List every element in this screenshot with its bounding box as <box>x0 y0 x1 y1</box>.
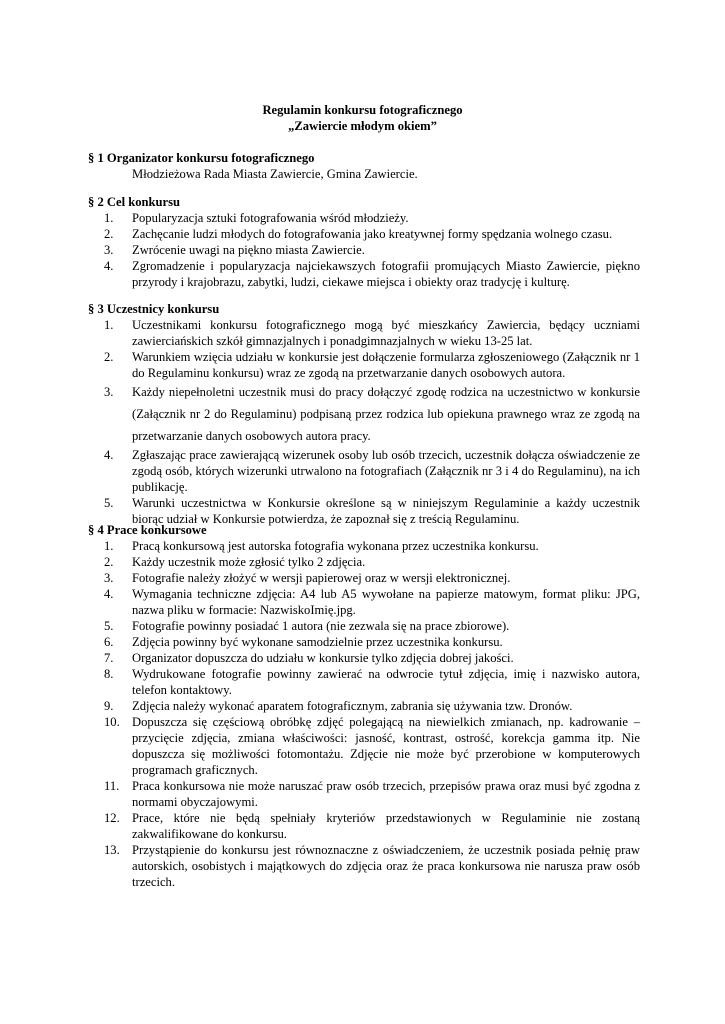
list-item <box>88 698 640 714</box>
item-text: Zdjęcia powinny być wykonane samodzielnie przez uczestnika konkursu. <box>132 635 503 649</box>
list-item <box>88 210 640 226</box>
list-item <box>88 778 640 810</box>
item-text: Popularyzacja sztuki fotografowania wśród młodzieży. <box>132 211 409 225</box>
section-heading: § 1 Organizator konkursu fotograficznego <box>88 151 315 165</box>
item-number: 11. <box>104 779 120 793</box>
list-item <box>88 714 640 778</box>
item-number: 3. <box>104 385 114 399</box>
list-item <box>88 650 640 666</box>
item-text: Zwrócenie uwagi na piękno miasta Zawiercie. <box>132 243 365 257</box>
item-number: 6. <box>104 635 114 649</box>
item-text: Zgłaszając prace zawierającą wizerunek osoby lub osób trzecich, uczestnik dołącza oświadczenie ze zgodą osób, których wizerunki utrwalono na fotografiach (Załącznik nr 3 i 4 do Regulaminu), na ich publikację. <box>132 448 640 494</box>
list-item <box>88 634 640 650</box>
list-item <box>88 810 640 842</box>
list-item <box>88 570 640 586</box>
item-text: Prace, które nie będą spełniały kryteriów przedstawionych w Regulaminie nie zostaną zakwalifikowane do konkursu. <box>132 811 640 841</box>
works-list <box>88 538 640 890</box>
item-number: 8. <box>104 667 114 681</box>
item-text: Praca konkursowa nie może naruszać praw osób trzecich, przepisów prawa oraz musi być zgodna z normami obyczajowymi. <box>132 779 640 809</box>
item-number: 2. <box>104 350 114 364</box>
item-number: 9. <box>104 699 114 713</box>
list-item <box>88 586 640 618</box>
item-number: 5. <box>104 496 114 510</box>
section-works <box>88 522 640 890</box>
item-number: 4. <box>104 259 114 273</box>
list-item <box>88 242 640 258</box>
item-text: Fotografie powinny posiadać 1 autora (nie zezwala się na prace zbiorowe). <box>132 619 510 633</box>
item-number: 5. <box>104 619 114 633</box>
item-text: Wydrukowane fotografie powinny zawierać na odwrocie tytuł zdjęcia, imię i nazwisko autora, telefon kontaktowy. <box>132 667 640 697</box>
section-participants <box>88 301 640 527</box>
section-goals <box>88 194 640 290</box>
item-number: 13. <box>104 843 120 857</box>
list-item <box>88 258 640 290</box>
list-item <box>88 538 640 554</box>
item-number: 4. <box>104 448 114 462</box>
list-item <box>88 666 640 698</box>
item-text: Zgromadzenie i popularyzacja najciekawszych fotografii promujących Miasto Zawiercie, piękno przyrody i krajobrazu, zabytki, ludzi, ciekawe miejsca i obiekty oraz tradycję i kulturę. <box>132 259 640 289</box>
item-number: 3. <box>104 571 114 585</box>
section-heading: § 4 Prace konkursowe <box>88 523 207 537</box>
item-number: 2. <box>104 555 114 569</box>
item-text: Dopuszcza się częściową obróbkę zdjęć polegającą na niewielkich zmianach, np. kadrowanie – przycięcie zdjęcia, zmiana właściwości: jasność, kontrast, ostrość, korekcja gamma itp. Nie dopuszcza się możliwości fotomontażu. Zdjęcie nie może być przerobione w komputerowych programach graficznych. <box>132 715 640 777</box>
section-organizer <box>88 150 640 182</box>
item-text: Organizator dopuszcza do udziału w konkursie tylko zdjęcia dobrej jakości. <box>132 651 514 665</box>
list-item <box>88 554 640 570</box>
participants-list <box>88 317 640 527</box>
item-number: 4. <box>104 587 114 601</box>
item-text: Zachęcanie ludzi młodych do fotografowania jako kreatywnej formy spędzania wolnego czasu. <box>132 227 613 241</box>
list-item <box>88 618 640 634</box>
list-item <box>88 349 640 381</box>
item-text: Wymagania techniczne zdjęcia: A4 lub A5 wywołane na papierze matowym, format pliku: JPG, nazwa pliku w formacie: NazwiskoImię.jpg. <box>132 587 640 617</box>
goals-list <box>88 210 640 290</box>
item-text: Warunki uczestnictwa w Konkursie określone są w niniejszym Regulaminie a każdy uczestnik biorąc udział w Konkursie potwierdza, że zapoznał się z treścią Regulaminu. <box>132 496 640 526</box>
item-text: Każdy uczestnik może zgłosić tylko 2 zdjęcia. <box>132 555 366 569</box>
list-item <box>88 842 640 890</box>
organizer-text: Młodzieżowa Rada Miasta Zawiercie, Gmina Zawiercie. <box>132 167 418 181</box>
item-text: Pracą konkursową jest autorska fotografia wykonana przez uczestnika konkursu. <box>132 539 539 553</box>
item-number: 1. <box>104 211 114 225</box>
item-text: Uczestnikami konkursu fotograficznego mogą być mieszkańcy Zawiercia, będący uczniami zawierciańskich szkół gimnazjalnych i ponadgimnazjalnych w wieku 13-25 lat. <box>132 318 640 348</box>
item-number: 10. <box>104 715 120 729</box>
section-heading: § 2 Cel konkursu <box>88 195 181 209</box>
item-text: Fotografie należy złożyć w wersji papierowej oraz w wersji elektronicznej. <box>132 571 511 585</box>
item-text: Każdy niepełnoletni uczestnik musi do pracy dołączyć zgodę rodzica na uczestnictwo w konkursie (Załącznik nr 2 do Regulaminu) podpisaną przez rodzica lub opiekuna prawnego wraz ze zgodą na przetwarzanie danych osobowych autora pracy. <box>132 385 640 443</box>
list-item <box>88 381 640 447</box>
section-heading: § 3 Uczestnicy konkursu <box>88 302 220 316</box>
item-number: 1. <box>104 318 114 332</box>
item-text: Warunkiem wzięcia udziału w konkursie jest dołączenie formularza zgłoszeniowego (Załącznik nr 1 do Regulaminu konkursu) wraz ze zgodą na przetwarzanie danych osobowych autora. <box>132 350 640 380</box>
list-item <box>88 317 640 349</box>
item-number: 12. <box>104 811 120 825</box>
item-number: 2. <box>104 227 114 241</box>
document-title: Regulamin konkursu fotograficznego <box>262 103 463 117</box>
item-number: 7. <box>104 651 114 665</box>
list-item <box>88 447 640 495</box>
item-number: 3. <box>104 243 114 257</box>
item-number: 1. <box>104 539 114 553</box>
contest-name: „Zawiercie młodym okiem” <box>288 119 437 133</box>
item-text: Przystąpienie do konkursu jest równoznaczne z oświadczeniem, że uczestnik posiada pełnię praw autorskich, osobistych i majątkowych do zdjęcia oraz że praca konkursowa nie narusza praw osób trzecich. <box>132 843 640 889</box>
list-item <box>88 226 640 242</box>
item-text: Zdjęcia należy wykonać aparatem fotograficznym, zabrania się używania tzw. Dronów. <box>132 699 573 713</box>
